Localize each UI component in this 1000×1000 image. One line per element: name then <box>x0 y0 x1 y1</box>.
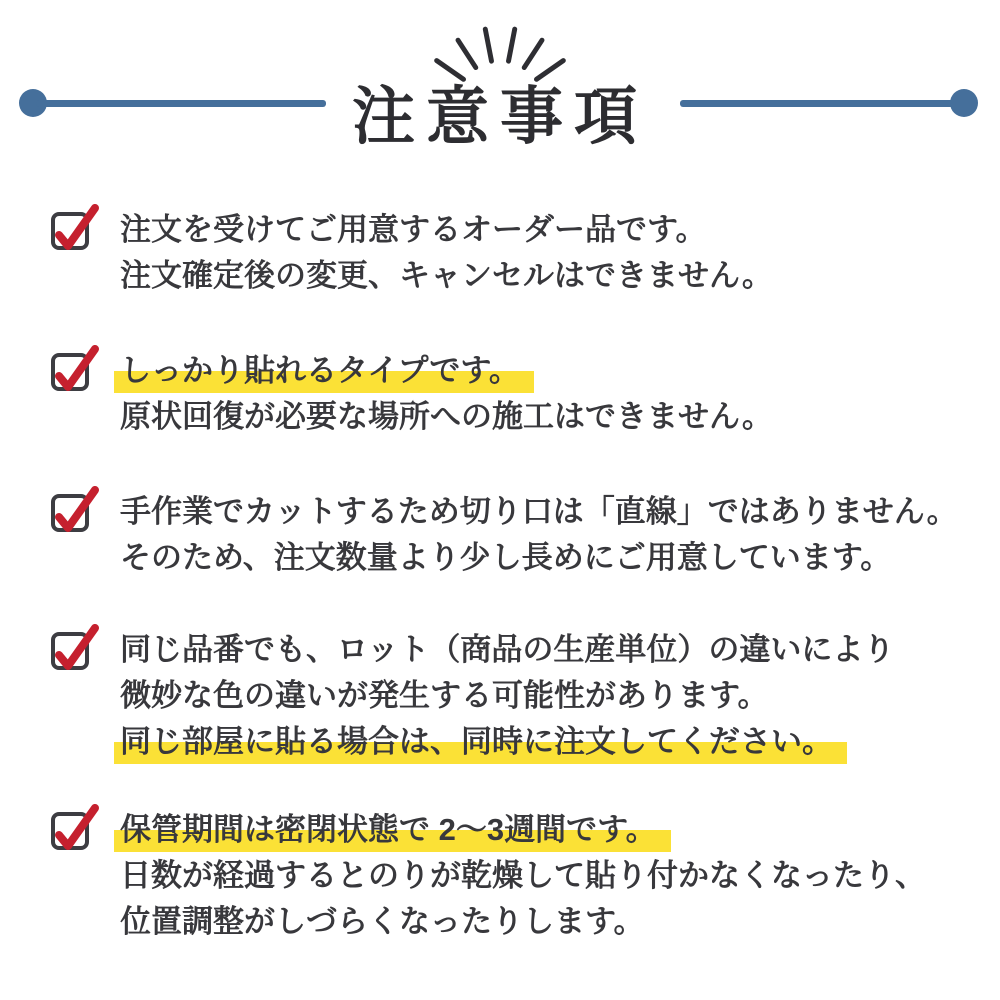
checked-checkbox-icon <box>50 489 86 531</box>
notice-line-text: 注文確定後の変更、キャンセルはできません。 <box>120 258 773 293</box>
notice-line <box>120 207 773 253</box>
checked-checkbox-icon <box>50 207 86 249</box>
notice-line <box>120 807 926 853</box>
notice-item-text <box>120 807 926 945</box>
checked-checkbox-icon <box>50 807 86 849</box>
notice-line-text: 日数が経過するとのりが乾燥して貼り付かなくなったり、 <box>120 858 926 893</box>
notice-line <box>120 535 958 581</box>
notice-item-text <box>120 348 773 440</box>
notice-item <box>50 807 1000 945</box>
highlighted-text: 保管期間は密閉状態で 2～3週間です。 <box>114 812 671 852</box>
page-title: 注意事項 <box>352 82 648 152</box>
notice-item <box>50 348 1000 440</box>
checked-checkbox-icon <box>50 627 86 669</box>
notice-line-text: 原状回復が必要な場所への施工はできません。 <box>120 399 773 434</box>
notice-line-text: 微妙な色の違いが発生する可能性があります。 <box>120 678 769 713</box>
notice-line <box>120 348 773 394</box>
notice-line <box>120 253 773 299</box>
notice-line <box>120 394 773 440</box>
notice-line <box>120 489 958 535</box>
highlighted-text: しっかり貼れるタイプです。 <box>114 353 534 393</box>
highlighted-text: 同じ部屋に貼る場合は、同時に注文してください。 <box>114 724 847 764</box>
notice-item-text <box>120 489 958 581</box>
notice-line-text: 手作業でカットするため切り口は「直線」ではありません。 <box>120 494 958 529</box>
notice-line <box>120 673 894 719</box>
notice-header <box>0 0 1000 165</box>
notice-line <box>120 719 894 765</box>
notice-item <box>50 207 1000 299</box>
notice-line-text: そのため、注文数量より少し長めにご用意しています。 <box>120 540 892 575</box>
notice-list <box>0 207 1000 945</box>
notice-item <box>50 489 1000 581</box>
notice-line-text: 注文を受けてご用意するオーダー品です。 <box>120 212 707 247</box>
notice-item-text <box>120 627 894 765</box>
header-line-right <box>680 100 962 107</box>
notice-line <box>120 899 926 945</box>
notice-line-text: 位置調整がしづらくなったりします。 <box>120 904 645 939</box>
notice-item <box>50 627 1000 765</box>
notice-line-text: 同じ品番でも、ロット（商品の生産単位）の違いにより <box>120 632 895 667</box>
notice-line <box>120 627 894 673</box>
header-line-dot-right <box>950 89 978 117</box>
notice-line <box>120 853 926 899</box>
notice-item-text <box>120 207 773 299</box>
checked-checkbox-icon <box>50 348 86 390</box>
